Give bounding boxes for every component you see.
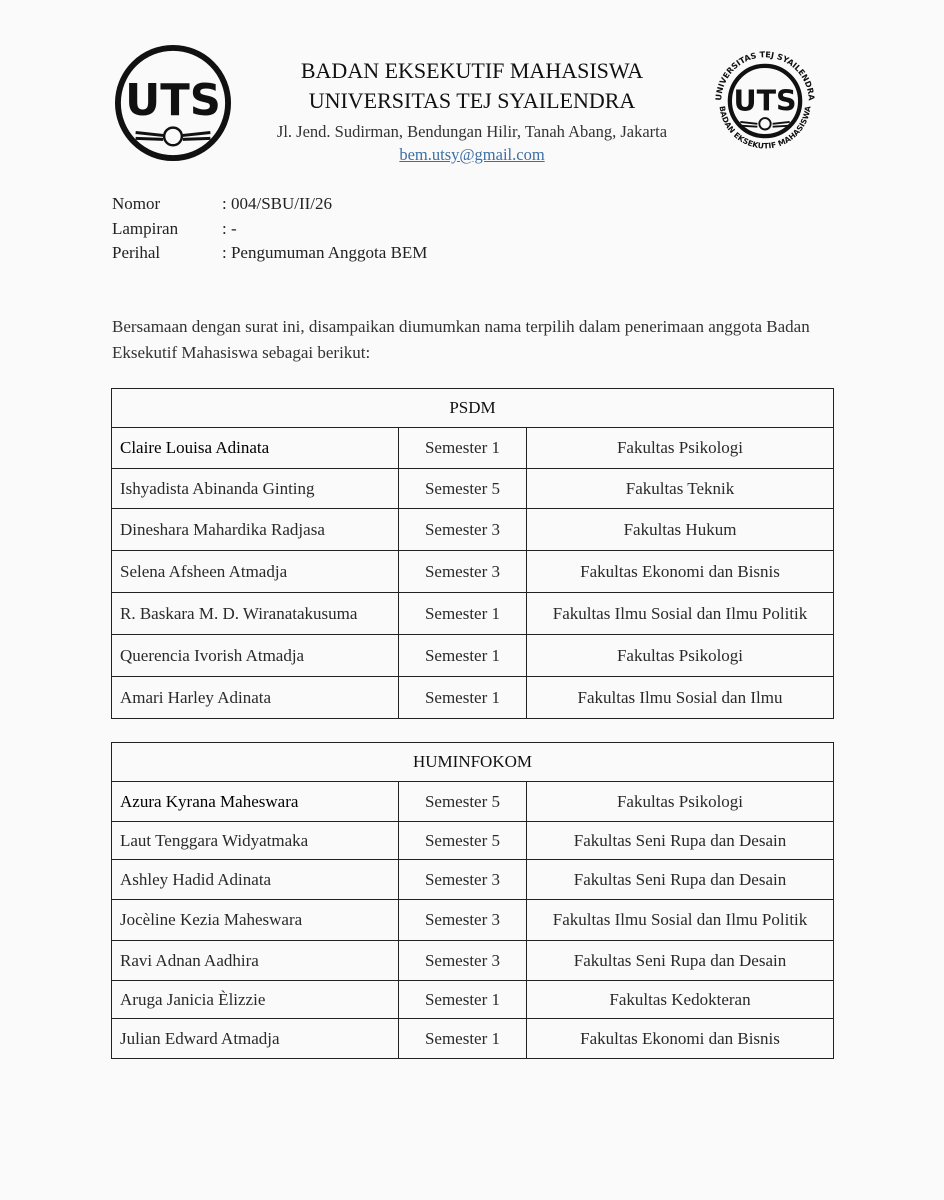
lampiran-label: Lampiran [112, 218, 179, 238]
member-name: Dineshara Mahardika Radjasa [112, 509, 399, 551]
meta-lampiran [112, 217, 427, 242]
member-faculty: Fakultas Ekonomi dan Bisnis [527, 1019, 834, 1059]
member-name: Ashley Hadid Adinata [112, 860, 399, 900]
member-faculty: Fakultas Psikologi [527, 428, 834, 469]
seal-top-text: UNIVERSITAS TEJ SYAILENDRA [714, 50, 816, 101]
member-name: Querencia Ivorish Atmadja [112, 635, 399, 677]
member-faculty: Fakultas Teknik [527, 469, 834, 509]
logo-left-letters: UTS [125, 75, 221, 126]
member-name: Selena Afsheen Atmadja [112, 551, 399, 593]
member-semester: Semester 5 [399, 782, 527, 822]
letter-meta [112, 192, 427, 266]
member-semester: Semester 1 [399, 593, 527, 635]
member-name: Amari Harley Adinata [112, 677, 399, 719]
member-semester: Semester 1 [399, 635, 527, 677]
intro-paragraph: Bersamaan dengan surat ini, disampaikan diumumkan nama terpilih dalam penerimaan anggota Badan Eksekutif Mahasiswa sebagai berikut: [112, 317, 810, 362]
table-row [112, 1019, 834, 1059]
university-name: UNIVERSITAS TEJ SYAILENDRA [308, 88, 636, 113]
member-name: Ishyadista Abinanda Ginting [112, 469, 399, 509]
table-title: HUMINFOKOM [112, 743, 834, 782]
member-name: Julian Edward Atmadja [112, 1019, 399, 1059]
organization-name: BADAN EKSEKUTIF MAHASISWA [300, 58, 644, 83]
seal-bottom-text: BADAN EKSEKUTIF MAHASISWA [717, 105, 813, 151]
member-name: Aruga Janicia Èlizzie [112, 981, 399, 1019]
address: Jl. Jend. Sudirman, Bendungan Hilir, Tanah Abang, Jakarta [276, 122, 668, 141]
perihal-label: Perihal [112, 243, 161, 262]
member-semester: Semester 3 [399, 860, 527, 900]
table-row [112, 782, 834, 822]
member-semester: Semester 1 [399, 1019, 527, 1059]
table-row [112, 593, 834, 635]
table-row [112, 635, 834, 677]
member-faculty: Fakultas Seni Rupa dan Desain [527, 860, 834, 900]
member-faculty: Fakultas Psikologi [527, 782, 834, 822]
table-row [112, 509, 834, 551]
member-semester: Semester 3 [399, 509, 527, 551]
member-name: Jocèline Kezia Maheswara [112, 900, 399, 941]
table-row [112, 860, 834, 900]
bem-logo-left [114, 44, 232, 162]
member-semester: Semester 3 [399, 941, 527, 981]
member-name: R. Baskara M. D. Wiranatakusuma [112, 593, 399, 635]
member-semester: Semester 3 [399, 551, 527, 593]
table-header-row [112, 743, 834, 782]
member-faculty: Fakultas Ekonomi dan Bisnis [527, 551, 834, 593]
member-faculty: Fakultas Kedokteran [527, 981, 834, 1019]
member-semester: Semester 1 [399, 981, 527, 1019]
table-row [112, 941, 834, 981]
member-faculty: Fakultas Seni Rupa dan Desain [527, 822, 834, 860]
table-row [112, 822, 834, 860]
table-title: PSDM [112, 389, 834, 428]
member-semester: Semester 1 [399, 677, 527, 719]
member-faculty: Fakultas Ilmu Sosial dan Ilmu [527, 677, 834, 719]
member-faculty: Fakultas Psikologi [527, 635, 834, 677]
table-row [112, 900, 834, 941]
member-name: Laut Tenggara Widyatmaka [112, 822, 399, 860]
perihal-value: : Pengumuman Anggota BEM [222, 243, 428, 262]
member-name: Ravi Adnan Aadhira [112, 941, 399, 981]
meta-nomor [112, 192, 427, 217]
table-header-row [112, 389, 834, 428]
member-semester: Semester 3 [399, 900, 527, 941]
logo-right-letters: UTS [733, 84, 797, 118]
member-semester: Semester 5 [399, 469, 527, 509]
bem-seal-logo-right [708, 44, 822, 158]
member-faculty: Fakultas Ilmu Sosial dan Ilmu Politik [527, 593, 834, 635]
table-row [112, 469, 834, 509]
nomor-value: : 004/SBU/II/26 [222, 194, 333, 213]
member-faculty: Fakultas Hukum [527, 509, 834, 551]
table-huminfokom [111, 742, 834, 1059]
table-row [112, 428, 834, 469]
member-faculty: Fakultas Ilmu Sosial dan Ilmu Politik [527, 900, 834, 941]
nomor-label: Nomor [112, 194, 161, 213]
meta-perihal [112, 241, 427, 266]
table-row [112, 677, 834, 719]
member-semester: Semester 5 [399, 822, 527, 860]
member-name: Claire Louisa Adinata [112, 428, 399, 469]
table-psdm [111, 388, 834, 719]
member-name: Azura Kyrana Maheswara [112, 782, 399, 822]
member-faculty: Fakultas Seni Rupa dan Desain [527, 941, 834, 981]
email-link[interactable]: bem.utsy@gmail.com [399, 145, 545, 164]
letterhead [240, 56, 704, 166]
table-row [112, 981, 834, 1019]
lampiran-value: : - [222, 218, 237, 238]
member-semester: Semester 1 [399, 428, 527, 469]
table-row [112, 551, 834, 593]
